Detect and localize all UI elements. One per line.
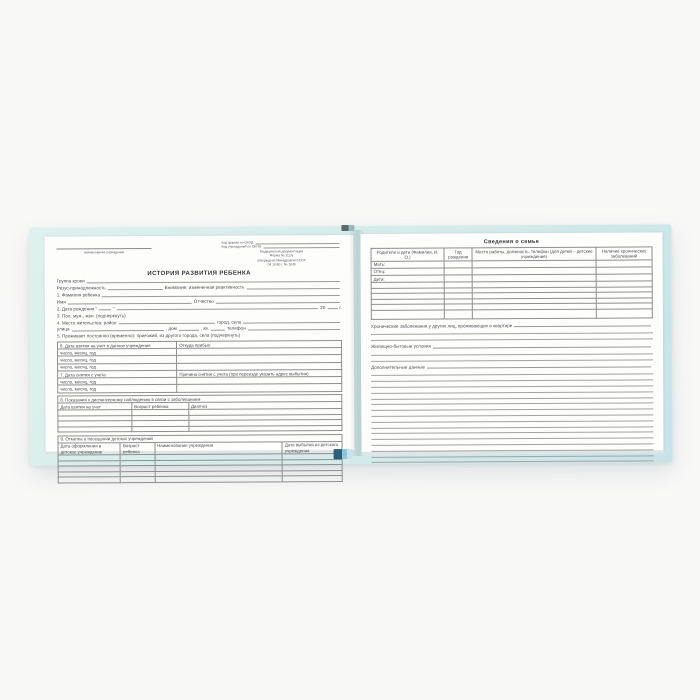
column-header: Возраст ребенка	[132, 403, 189, 411]
empty-cell	[132, 426, 189, 432]
dispensary-observation-table	[57, 394, 342, 433]
fill-rule	[87, 281, 340, 283]
row-label: Мать:	[371, 261, 444, 269]
surname-line	[57, 291, 342, 298]
left-page-header	[56, 240, 341, 268]
chronic-diseases-label: Хронические заболевания у других лиц, проживающих в квартире	[370, 322, 513, 329]
med-doc-label: Медицинская документация	[259, 249, 304, 254]
institution-label: наименование учреждения	[83, 249, 125, 254]
approved-by-label: утверждена Минздравом СССР	[257, 257, 306, 263]
right-page	[360, 232, 663, 452]
empty-cell	[444, 310, 472, 319]
section7-col2: Причина снятия с учета (при переезде указать адрес выбытия)	[177, 370, 342, 378]
column-header: Дата выбытия из детского учреждения	[282, 441, 342, 454]
name-patronymic-line	[57, 298, 342, 305]
section8-title: 8. Показания к диспансерному наблюдению в связи с заболеванием	[58, 394, 342, 403]
ruled-line	[372, 456, 654, 463]
blood-group-label: Группа крови	[56, 278, 85, 284]
address-label: 4. Место жительства: район	[56, 319, 117, 326]
sex-label: 3. Пол: муж., жен. (подчеркнуть)	[56, 312, 126, 319]
fill-rule	[99, 310, 111, 311]
attention-label: Внимание: измененная реактивность	[164, 284, 245, 291]
housing-conditions-label: Жилищно-бытовые условия	[370, 343, 431, 350]
chronic-diseases-lines	[371, 328, 653, 341]
column-header: Диагноз	[188, 402, 341, 410]
first-name-label: Имя	[56, 299, 66, 305]
residence-line	[57, 332, 342, 339]
empty-cell	[283, 476, 343, 482]
section6-col1: 6. Дата взятия на учет в данное учреждение	[57, 341, 176, 349]
year-suffix: г.	[339, 304, 342, 310]
address-line	[57, 319, 342, 326]
table-row	[58, 384, 342, 393]
spine-binding-mark-top	[341, 225, 354, 231]
house-label: , дом	[165, 326, 177, 332]
form-number-label: Форма № 112/у	[269, 253, 294, 258]
left-page	[44, 235, 354, 455]
table-row	[58, 425, 342, 432]
section9-title: 9. Отметка о посещении детских учреждений	[58, 434, 342, 443]
approval-date-label: 04.10.80 г. № 1030	[267, 262, 296, 267]
fill-rule	[246, 288, 339, 289]
sex-line	[57, 312, 342, 319]
column-header: Наименование учреждения	[155, 442, 283, 455]
year-prefix: 20	[320, 304, 326, 310]
childcare-attendance-table	[57, 434, 342, 484]
fill-rule	[327, 309, 337, 310]
spine-binding-mark	[334, 449, 353, 459]
empty-cell	[596, 309, 652, 318]
blood-group-line	[57, 277, 342, 284]
date-row-label: число, месяц, год	[58, 349, 177, 357]
empty-cell	[472, 309, 596, 319]
empty-cell	[58, 427, 132, 433]
institution-name-line	[56, 248, 151, 254]
empty-cell	[189, 425, 342, 431]
column-header: Дата взятия на учет	[58, 403, 132, 411]
fill-rule	[72, 330, 164, 331]
row-label: Отец:	[371, 268, 444, 276]
column-header: Дата оформления в детское учреждение	[58, 443, 121, 456]
date-row-label: число, месяц, год	[58, 363, 177, 371]
phone-label: телефон	[227, 326, 246, 332]
okpo-label: Код учреждения по ОКПО	[221, 244, 262, 250]
column-header: Наличие хронических заболеваний	[596, 247, 652, 260]
empty-cell	[371, 310, 444, 319]
section6-col2: Откуда прибыл	[177, 341, 342, 349]
rhesus-line	[57, 284, 342, 291]
family-table	[370, 247, 652, 320]
fill-rule	[248, 329, 340, 330]
apt-label: , кв.	[200, 326, 210, 332]
housing-conditions-lines	[371, 349, 653, 362]
surname-label: 1. Фамилия ребенка	[56, 292, 101, 298]
date-row-label: число, месяц, год	[58, 378, 177, 386]
okud-label: Код формы по ОКУД	[221, 240, 254, 245]
fill-rule	[118, 323, 215, 325]
form-codes-block	[221, 240, 341, 267]
empty-cell	[155, 476, 283, 482]
open-medical-record-book	[29, 224, 672, 465]
birthdate-line	[57, 305, 342, 312]
table-row	[371, 309, 652, 319]
fill-rule	[243, 322, 340, 324]
residence-label: 5. Проживает постоянно (временно): приезжий, из другого города, села (подчеркнуть)	[56, 332, 241, 339]
ruled-line	[371, 334, 653, 341]
date-row-label: число, месяц, год	[58, 356, 177, 364]
form-title: ИСТОРИЯ РАЗВИТИЯ РЕБЕНКА	[147, 270, 251, 277]
rhesus-label: Резус-принадлежность	[56, 285, 106, 291]
column-header: Место работы, должность, телефон (для детей – детские учреждения)	[472, 247, 596, 260]
empty-cell	[58, 477, 120, 483]
column-header: Возраст ребенка	[120, 442, 154, 454]
patronymic-label: Отчество	[193, 298, 214, 304]
fill-rule	[216, 302, 340, 304]
city-label: город, село	[216, 319, 242, 325]
date-row-label: число, месяц, год	[58, 385, 177, 393]
section7-col1: 7. Дата снятия с учета	[58, 370, 177, 378]
column-header: Родители и дети (Фамилия, И. О.)	[371, 248, 444, 261]
fill-rule	[102, 295, 340, 297]
quote-close: ”	[113, 305, 115, 311]
empty-cell	[121, 477, 155, 483]
fill-rule	[108, 289, 163, 290]
additional-data-lines	[371, 369, 653, 463]
row-label: Дети:	[371, 275, 444, 283]
table-row	[58, 476, 342, 483]
empty-cell	[177, 384, 342, 392]
registration-table	[57, 340, 342, 393]
street-label: улица	[56, 326, 70, 333]
fill-rule	[117, 309, 319, 311]
street-line	[57, 326, 342, 333]
column-header: Год рождения	[444, 248, 472, 260]
fill-rule	[68, 302, 192, 304]
ruled-line	[371, 354, 653, 361]
fill-rule	[179, 330, 199, 331]
family-info-title: Сведения о семье	[483, 239, 540, 246]
additional-data-label: Дополнительные данные	[371, 364, 425, 370]
birthdate-label: 2. Дата рождения “	[56, 306, 98, 312]
fill-rule	[211, 330, 225, 331]
